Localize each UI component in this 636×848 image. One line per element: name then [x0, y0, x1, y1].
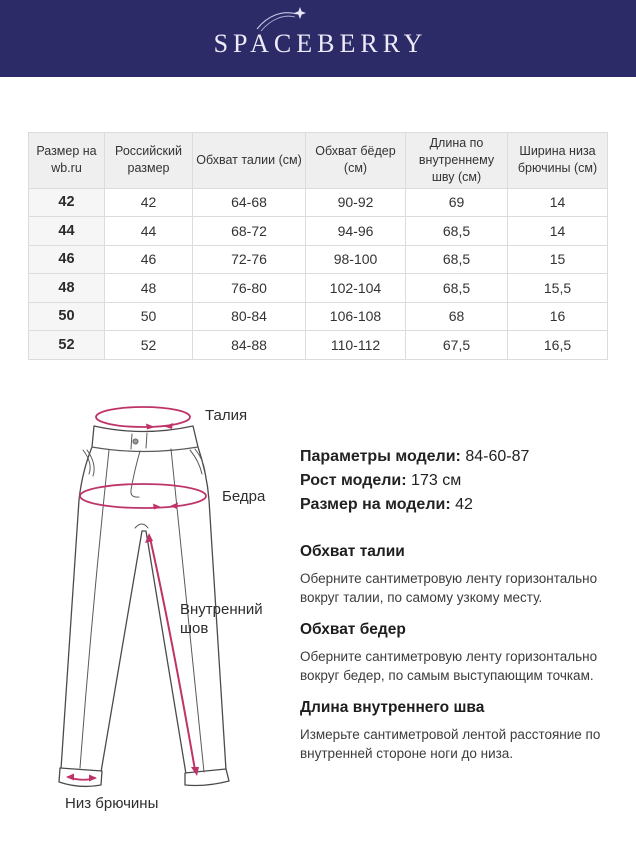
- table-cell: 52: [29, 331, 105, 360]
- table-cell: 50: [29, 302, 105, 331]
- table-cell: 14: [508, 188, 608, 217]
- table-cell: 106-108: [306, 302, 406, 331]
- size-table-header: [29, 133, 608, 189]
- guide-hips-title: Обхват бедер: [300, 621, 406, 638]
- col-header-hips: Обхват бёдер (см): [306, 133, 406, 189]
- table-cell: 46: [105, 245, 193, 274]
- table-row: [29, 331, 608, 360]
- guide-hips-text: Оберните сантиметровую ленту горизонтально вокруг бедер, по самым выступающим точкам.: [300, 649, 598, 683]
- table-cell: 102-104: [306, 274, 406, 303]
- table-row: [29, 245, 608, 274]
- model-size-value: 42: [455, 496, 473, 513]
- table-cell: 14: [508, 217, 608, 246]
- table-cell: 68,5: [406, 245, 508, 274]
- table-cell: 50: [105, 302, 193, 331]
- table-cell: 76-80: [193, 274, 306, 303]
- table-row: [29, 217, 608, 246]
- shooting-star-icon: [254, 6, 314, 34]
- table-cell: 72-76: [193, 245, 306, 274]
- table-cell: 84-88: [193, 331, 306, 360]
- table-cell: 64-68: [193, 188, 306, 217]
- guide-section-hips: [300, 621, 612, 685]
- col-header-ru-size: Российский размер: [105, 133, 193, 189]
- table-cell: 52: [105, 331, 193, 360]
- col-header-hem-width: Ширина низа брючины (см): [508, 133, 608, 189]
- table-cell: 110-112: [306, 331, 406, 360]
- model-size-label: Размер на модели:: [300, 496, 451, 513]
- table-cell: 44: [105, 217, 193, 246]
- guide-section-inseam: [300, 699, 612, 763]
- guide-inseam-title: Длина внутреннего шва: [300, 699, 485, 716]
- model-params-label: Параметры модели:: [300, 448, 461, 465]
- table-cell: 80-84: [193, 302, 306, 331]
- model-info: [300, 445, 612, 517]
- inseam-label: Внутренний шов: [180, 601, 263, 637]
- model-height-value: 173 см: [411, 472, 462, 489]
- model-size-line: [300, 493, 612, 517]
- hips-label: Бедра: [222, 488, 266, 505]
- guide-waist-title: Обхват талии: [300, 543, 405, 560]
- col-header-inseam: Длина по внутреннему шву (см): [406, 133, 508, 189]
- waistband-button: [133, 439, 138, 444]
- brand-logo-text: SPACEBERRY: [213, 28, 428, 58]
- col-header-wb-size: Размер на wb.ru: [29, 133, 105, 189]
- table-cell: 16,5: [508, 331, 608, 360]
- size-table: [28, 132, 608, 360]
- table-cell: 16: [508, 302, 608, 331]
- table-cell: 68: [406, 302, 508, 331]
- table-cell: 44: [29, 217, 105, 246]
- model-params-value: 84-60-87: [465, 448, 530, 465]
- table-cell: 69: [406, 188, 508, 217]
- model-params-line: [300, 445, 612, 469]
- table-cell: 68,5: [406, 274, 508, 303]
- guide-inseam-text: Измерьте сантиметровой лентой расстояние по внутренней стороне ноги до низа.: [300, 727, 601, 761]
- pants-diagram: [25, 390, 285, 820]
- table-cell: 68-72: [193, 217, 306, 246]
- table-cell: 90-92: [306, 188, 406, 217]
- header-bar: [0, 0, 636, 77]
- table-cell: 42: [105, 188, 193, 217]
- waist-label: Талия: [205, 407, 248, 424]
- table-cell: 46: [29, 245, 105, 274]
- waist-ellipse: [96, 407, 190, 427]
- table-cell: 94-96: [306, 217, 406, 246]
- table-cell: 48: [29, 274, 105, 303]
- col-header-waist: Обхват талии (см): [193, 133, 306, 189]
- model-height-label: Рост модели:: [300, 472, 407, 489]
- table-row: [29, 302, 608, 331]
- hem-label: Низ брючины: [65, 795, 159, 812]
- table-cell: 15,5: [508, 274, 608, 303]
- measurement-info-panel: [300, 445, 612, 777]
- table-cell: 67,5: [406, 331, 508, 360]
- table-cell: 68,5: [406, 217, 508, 246]
- table-cell: 15: [508, 245, 608, 274]
- table-cell: 48: [105, 274, 193, 303]
- table-row: [29, 188, 608, 217]
- table-cell: 42: [29, 188, 105, 217]
- table-row: [29, 274, 608, 303]
- table-cell: 98-100: [306, 245, 406, 274]
- model-height-line: [300, 469, 612, 493]
- guide-waist-text: Оберните сантиметровую ленту горизонтально вокруг талии, по самому узкому месту.: [300, 571, 598, 605]
- guide-section-waist: [300, 543, 612, 607]
